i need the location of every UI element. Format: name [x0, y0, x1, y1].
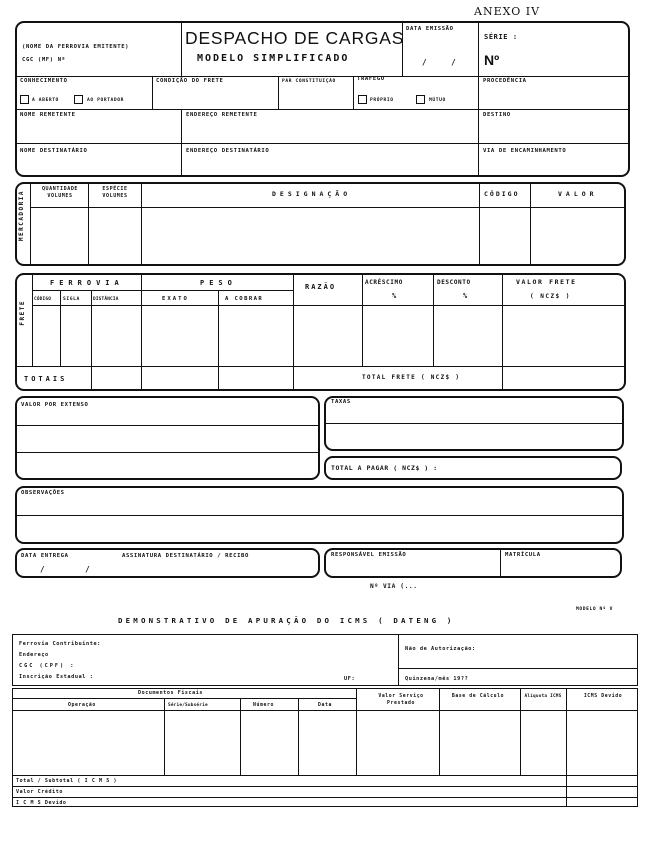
- demo-state-reg-label: Inscrição Estadual :: [19, 674, 94, 680]
- demo-col-serie: Série/Subsérie: [168, 703, 208, 708]
- knowledge-label: CONHECIMENTO: [20, 78, 68, 84]
- destination-label: DESTINO: [483, 112, 511, 118]
- demo-col-icms: ICMS Devido: [583, 694, 623, 699]
- demo-cgc-label: CGC (CPF) :: [19, 663, 76, 669]
- demo-fiscal-docs-label: Documentos Fiscais: [138, 690, 203, 696]
- surcharge-header: ACRÉSCIMO: [365, 279, 403, 286]
- checkbox-aberto[interactable]: [20, 95, 29, 104]
- freight-side-label: FRETE: [19, 300, 26, 326]
- checkbox-proprio[interactable]: [358, 95, 367, 104]
- species-header: ESPÉCIE VOLUMES: [102, 186, 128, 199]
- checkbox-mutuo[interactable]: [416, 95, 425, 104]
- demo-footer-credit: Valor Crédito: [16, 789, 63, 795]
- discount-header: DESCONTO: [437, 279, 471, 286]
- demo-taxpayer-box: [12, 634, 638, 686]
- col-sigla: SIGLA: [63, 297, 80, 302]
- origin-label: PROCEDÊNCIA: [483, 78, 527, 84]
- total-pay-label: TOTAL A PAGAR ( NCZ$ ) :: [331, 464, 438, 472]
- demo-title: DEMONSTRATIVO DE APURAÇÃO DO ICMS ( DATENG ): [118, 616, 455, 625]
- freight-value-header: VALOR FRETE: [516, 278, 577, 286]
- demo-col-valor: Valor Serviço Prestado: [378, 694, 424, 706]
- opt-portador-label: AO PORTADOR: [87, 98, 125, 103]
- charge-header: A COBRAR: [225, 296, 264, 302]
- demo-uf-label: UF:: [344, 676, 356, 682]
- number-label: Nº: [484, 52, 500, 68]
- opt-proprio-label: PRÓPRIO: [370, 98, 394, 103]
- annex-label: ANEXO IV: [474, 5, 541, 18]
- railway-header: FERROVIA: [50, 279, 124, 287]
- delivery-date-field[interactable]: / /: [40, 565, 108, 574]
- checkbox-portador[interactable]: [74, 95, 83, 104]
- demo-col-operacao: Operação: [68, 703, 96, 708]
- notes-label: OBSERVAÇÕES: [21, 490, 65, 496]
- totals-label: TOTAIS: [24, 375, 68, 383]
- recipient-name-label: NOME DESTINATÁRIO: [20, 148, 88, 154]
- demo-col-numero: Número: [253, 703, 274, 708]
- designation-header: DESIGNAÇÃO: [272, 190, 352, 198]
- qty-header: QUANTIDADE VOLUMES: [41, 186, 79, 199]
- value-words-label: VALOR POR EXTENSO: [21, 402, 89, 408]
- demo-period-label: Quinzena/mês 19??: [405, 676, 469, 682]
- series-label: SÉRIE :: [484, 33, 518, 41]
- opt-aberto-label: A ABERTO: [32, 98, 59, 103]
- fees-label: TAXAS: [331, 399, 351, 405]
- freight-currency: ( NCZ$ ): [530, 293, 571, 300]
- code-header: CÓDIGO: [484, 190, 520, 198]
- demo-col-aliquota: Alíquota ICMS: [524, 694, 562, 699]
- freight-condition-label: CONDIÇÃO DO FRETE: [156, 78, 224, 84]
- discount-unit: %: [463, 292, 470, 300]
- demo-auth-label: Não de Autorização:: [405, 646, 476, 652]
- exact-header: EXATO: [162, 296, 189, 302]
- demo-address-label: Endereço: [19, 652, 49, 658]
- form-subtitle: MODELO SIMPLIFICADO: [197, 53, 350, 64]
- responsible-label: RESPONSÁVEL EMISSÃO: [331, 552, 407, 558]
- ratio-header: RAZÃO: [305, 283, 337, 291]
- sender-name-label: NOME REMETENTE: [20, 112, 76, 118]
- weight-header: PESO: [200, 279, 237, 287]
- col-codigo: CÓDIGO: [34, 297, 52, 302]
- demo-col-data: Data: [318, 703, 332, 708]
- cgc-label: CGC (MF) Nº: [22, 57, 66, 63]
- sender-address-label: ENDEREÇO REMETENTE: [186, 112, 258, 118]
- goods-side-label: MERCADORIA: [18, 190, 25, 242]
- copy-number-label: Nº VIA (...: [370, 583, 418, 590]
- delivery-date-label: DATA ENTREGA: [21, 553, 69, 559]
- signature-label: ASSINATURA DESTINATÁRIO / RECIBO: [122, 553, 249, 559]
- transport-mode-label: TRAFEGO: [357, 76, 385, 82]
- total-freight-label: TOTAL FRETE ( NCZ$ ): [362, 374, 461, 381]
- demo-footer-due: I C M S Devido: [16, 800, 67, 806]
- unknown-field-label: PAR CONSTITUIÇÃO: [282, 79, 336, 84]
- demo-taxpayer-label: Ferrovia Contribuinte:: [19, 641, 101, 647]
- opt-mutuo-label: MÚTUO: [429, 98, 446, 103]
- recipient-address-label: ENDEREÇO DESTINATÁRIO: [186, 148, 270, 154]
- registration-label: MATRÍCULA: [505, 552, 541, 558]
- demo-model-tag: MODELO Nº V: [576, 607, 614, 612]
- issue-date-field[interactable]: / /: [422, 58, 466, 67]
- value-header: VALOR: [558, 190, 598, 198]
- col-distancia: DISTÂNCIA: [93, 297, 119, 302]
- form-title: DESPACHO DE CARGAS: [185, 28, 405, 48]
- demo-col-base: Base de Cálculo: [451, 694, 505, 699]
- demo-footer-total: Total / Subtotal ( I C M S ): [16, 778, 118, 784]
- surcharge-unit: %: [392, 292, 399, 300]
- issue-date-label: DATA EMISSÃO: [406, 26, 454, 32]
- railway-name-label: (NOME DA FERROVIA EMITENTE): [22, 44, 130, 50]
- routing-label: VIA DE ENCAMINHAMENTO: [483, 148, 567, 154]
